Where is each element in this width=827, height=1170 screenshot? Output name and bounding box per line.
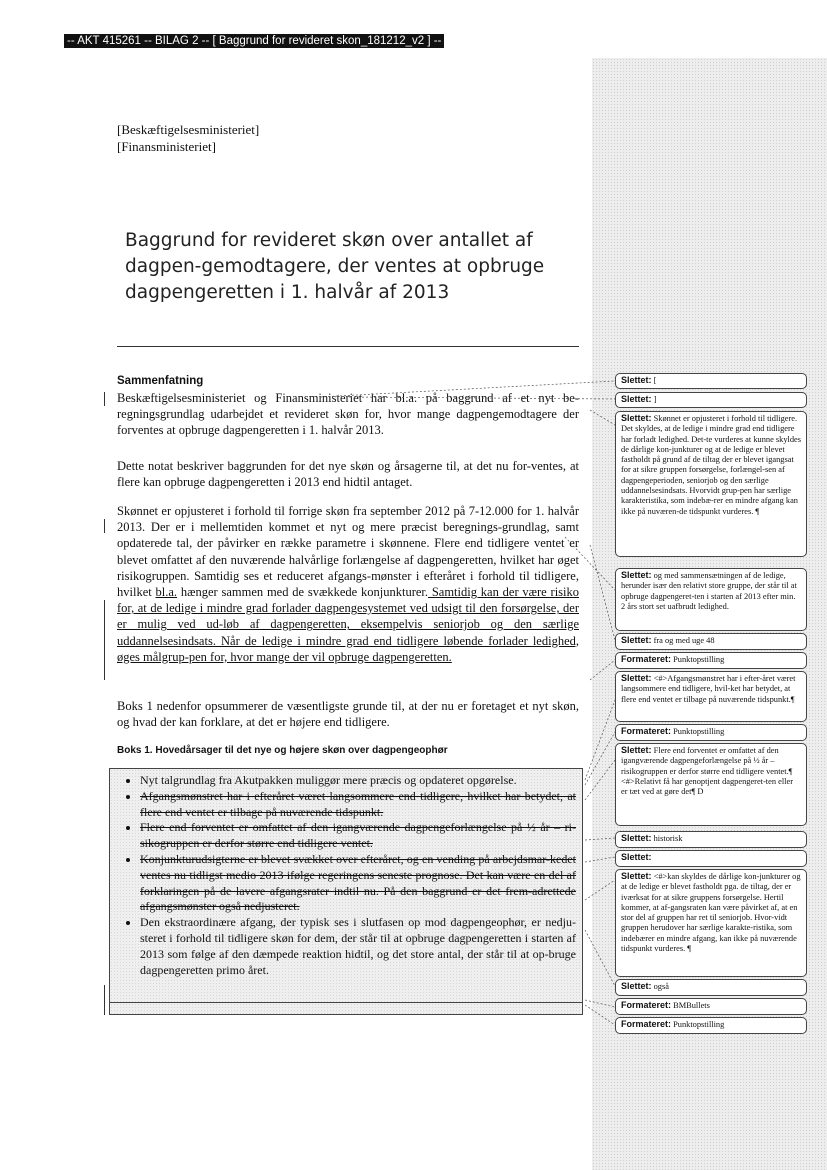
comment-text: Punktopstilling bbox=[673, 727, 725, 736]
comment-balloon[interactable] bbox=[615, 998, 807, 1015]
comment-label: Formateret: bbox=[621, 1019, 672, 1029]
comment-balloon[interactable] bbox=[615, 411, 807, 557]
comment-balloon[interactable] bbox=[615, 831, 807, 848]
comment-label: Formateret: bbox=[621, 654, 672, 664]
ministry-2: [Finansministeriet] bbox=[117, 139, 216, 154]
comment-text: også bbox=[653, 982, 669, 991]
comment-balloon[interactable] bbox=[615, 633, 807, 650]
comment-text: BMBullets bbox=[673, 1001, 710, 1010]
comment-label: Slettet: bbox=[621, 673, 652, 683]
p3-text: Skønnet er opjusteret i forhold til forrige skøn fra september 2012 på 7-12.000 for 1. halvår 2013. Der er i mellemtiden kommet et nyt og mere præcist beregnings-grundlag, samt opdaterede tal, der påvirker en række parametre i skønnene. Flere end tidligere ventet er blevet omfattet af den nuværende halvårlige forlængelse af dagpengeretten, hvilket har øget risikogruppen. Samtidig ses et reduceret afgangs-mønster i efteråret i forhold til tidligere, hvilket bbox=[117, 504, 579, 600]
comment-text: ] bbox=[653, 395, 657, 404]
boks-heading: Boks 1. Hovedårsager til det nye og højere skøn over dagpengeophør bbox=[117, 745, 448, 756]
comment-text: fra og med uge 48 bbox=[653, 636, 715, 645]
boks-item-deleted: • Flere end forventet er omfattet af den igangværende dagpengeforlængelse på ½ år – ri-sikogruppen er derfor større end tidligere ventet. bbox=[140, 820, 576, 852]
comment-label: Slettet: bbox=[621, 413, 652, 423]
p3-inserted-bla: bl.a. bbox=[155, 585, 178, 600]
comment-label: Slettet: bbox=[621, 871, 652, 881]
comment-label: Slettet: bbox=[621, 833, 652, 843]
summary-heading: Sammenfatning bbox=[117, 375, 204, 387]
page-title: Baggrund for revideret skøn over antallet af dagpen-gemodtagere, der ventes at opbruge dagpengeretten i 1. halvår af 2013 bbox=[125, 230, 545, 303]
comment-text: Skønnet er opjusteret i forhold til tidligere. Det skyldes, at de ledige i mindre grad end tidligere har forladt ledighed. Det-te vurderes at kunne skyldes de dårlige kon-junkturer og at de ledige er blevet fastholdt på grund af de tiltag der er blevet igangsat for at sikre gruppen forsørgelse, forlængel-sen af dagpengeperioden, seniorjob og den særlige uddannelsesindsats. Hvorvidt grup-pen har særlige karakteristika, som indebæ-rer en mindre afgang kan ikke på nuværen-de tidspunkt vurderes. ¶ bbox=[621, 414, 802, 516]
comment-text: Punktopstilling bbox=[673, 655, 725, 664]
boks-item-deleted: • Konjunkturudsigterne er blevet svækket over efteråret, og en vending på arbejdsmar-kedet ventes nu tidligst medio 2013 ifølge regeringens seneste prognose. Det kan være en del af forklaringen på de lavere afgangsrater indtil nu. På den baggrund er det frem-adrettede afgangsmønster også nedjusteret. bbox=[140, 852, 576, 915]
boks-item-deleted: • Afgangsmønstret har i efteråret været langsommere end tidligere, hvilket har betydet, at flere end ventet er tilbage på nuværende tidspunkt. bbox=[140, 789, 576, 821]
comment-label: Slettet: bbox=[621, 394, 652, 404]
ministry-1: [Beskæftigelsesministeriet] bbox=[117, 122, 260, 137]
p3-text-2: hænger sammen med de svækkede konjunkturer. bbox=[177, 585, 429, 600]
comment-label: Slettet: bbox=[621, 570, 652, 580]
comment-label: Formateret: bbox=[621, 726, 672, 736]
comment-label: Slettet: bbox=[621, 852, 652, 862]
comment-balloon[interactable] bbox=[615, 652, 807, 669]
comment-text: historisk bbox=[653, 834, 683, 843]
comment-label: Slettet: bbox=[621, 635, 652, 645]
paragraph-4: Boks 1 nedenfor opsummerer de væsentligste grunde til, at der nu er foretaget et nyt skøn, og hvad der kan forklare, at det er højere end tidligere. bbox=[117, 699, 579, 730]
comment-text: <#>Afgangsmønstret har i efter-året været langsommere end tidligere, hvil-ket har betydet, at flere end ventet er tilbage på nuværende tidspunkt.¶ bbox=[621, 674, 796, 704]
comment-text: [ bbox=[653, 376, 657, 385]
comment-text: Flere end forventet er omfattet af den igangværende dagpengeforlængelse på ½ år – risikogruppen er derfor større end tidligere ventet.¶ <#>Relativt få har genoptjent dagpengeret-ten eller er tæt ved at gøre det¶ D bbox=[621, 746, 793, 797]
comment-balloon[interactable] bbox=[615, 869, 807, 977]
comment-balloon[interactable] bbox=[615, 671, 807, 722]
comment-balloon[interactable] bbox=[615, 392, 807, 408]
comment-balloon[interactable] bbox=[615, 1017, 807, 1034]
boks-item: • Den ekstraordinære afgang, der typisk ses i slutfasen op mod dagpengeophør, er nedju-steret i forhold til tidligere skøn for dem, der står til at opbruge dagpengeretten i starten af 2013 som følge af den dæmpede reaktion hidtil, og det store antal, der står til at op-bruge dagpengeretten primo året. bbox=[140, 915, 576, 978]
paragraph-1: Beskæftigelsesministeriet og Finansministeriet har bl.a. på baggrund af et nyt be-regningsgrundlag udarbejdet et revideret skøn for, hvor mange dagpengemodtagere der forventes at opbruge dagpengeretten i 1. halvår 2013. bbox=[117, 391, 579, 438]
comment-text: og med sammensætningen af de ledige, herunder især den relativt store gruppe, der står til at opbruge dagpengeret-ten i starten af 2013 efter min. 2 års stort set uafbrudt ledighed. bbox=[621, 571, 797, 611]
document-header-bar: -- AKT 415261 -- BILAG 2 -- [ Baggrund for revideret skon_181212_v2 ] -- bbox=[64, 34, 444, 48]
comment-label: Slettet: bbox=[621, 375, 652, 385]
comment-label: Formateret: bbox=[621, 1000, 672, 1010]
comment-text: Punktopstilling bbox=[673, 1020, 725, 1029]
p3-inserted-text: Samtidig kan der være risiko for, at de ledige i mindre grad forlader dagpengesystemet ved udsigt til den forsørgelse, der er mulig ved ud-løb af dagpengeretten, eksempelvis seniorjob og den særlige uddannelsesindsats. Når de ledige i mindre grad end tidligere løbende forlader ledighed, øges målgrup-pen for, hvor mange der vil opbruge dagpengeretten. bbox=[117, 585, 579, 664]
comment-balloon[interactable] bbox=[615, 743, 807, 826]
comment-label: Slettet: bbox=[621, 745, 652, 755]
comment-balloon[interactable] bbox=[615, 724, 807, 741]
comment-balloon[interactable] bbox=[615, 568, 807, 631]
comment-balloon[interactable] bbox=[615, 373, 807, 389]
boks-item: • Nyt talgrundlag fra Akutpakken muliggør mere præcis og opdateret opgørelse. bbox=[140, 773, 576, 789]
comment-label: Slettet: bbox=[621, 981, 652, 991]
comment-text: <#>kan skyldes de dårlige kon-junkturer og at de ledige er blevet fastholdt pga. de tiltag, der er iværksat for at sikre gruppens forsørgelse. Hertil kommer, at af-gangsraten kan være påvirket af, at en stor del af gruppen har ret til seniorjob. Hvor-vidt gruppen herudover har særlige karakte-ristika, som indebærer en mindre afgang, kan ikke på nuværende tidspunkt vurderes. ¶ bbox=[621, 872, 801, 954]
comment-balloon[interactable] bbox=[615, 850, 807, 867]
paragraph-2: Dette notat beskriver baggrunden for det nye skøn og årsagerne til, at det nu for-ventes, at flere kan opbruge dagpengeretten i 2013 end hidtil antaget. bbox=[117, 459, 579, 490]
comment-balloon[interactable] bbox=[615, 979, 807, 996]
